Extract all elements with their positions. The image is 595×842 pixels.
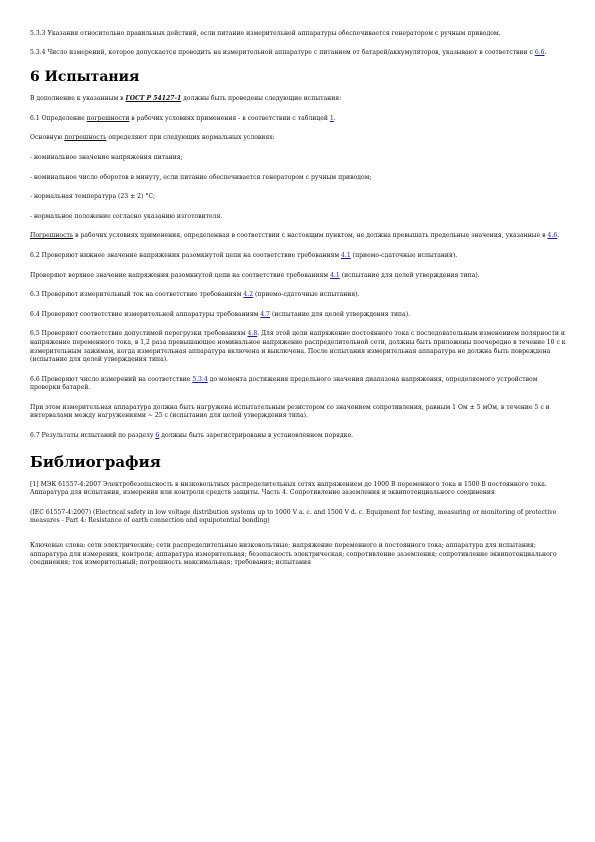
paragraph-5-3-3: 5.3.3 Указания относительно правильных действий, если питание измерительной аппаратуры обеспечивается генератором с ручным приводом. <box>30 30 501 37</box>
paragraph-6-1 <box>30 115 568 124</box>
term-link-error[interactable]: погрешность <box>64 134 107 142</box>
paragraph-text: . Для этой цели напряжение постоянного тока с последовательным изменением полярности и напряжение переменного тока, в 1,2 раза превышающее номинальное напряжение распределительной сети, должны быть приложены поочередно в течение 10 с к измерительным зажимам, когда измерительная аппаратура включена и выключена. После испытания измерительная аппаратура не должна быть повреждена (испытание для целей утверждения типа). <box>30 330 566 364</box>
reference-link-5-3-4[interactable]: 5.3.4 <box>192 375 208 383</box>
paragraph-5-3-4 <box>30 49 568 58</box>
paragraph-text: (приемо-сдаточные испытания). <box>350 251 458 259</box>
reference-link-6-6[interactable]: 6.6 <box>534 48 545 56</box>
bibliography-item: [1] МЭК 61557-4:2007 Электробезопасность в низковольтных распределительных сетях напряжением до 1000 В переменного тока и 1500 В постоянного тока. Аппаратура для испытания, измерения или контроля средств защиты. Часть 4. Сопротивление заземления и эквипотенциального соединения <box>30 480 547 497</box>
paragraph-6-2-upper <box>30 272 568 281</box>
condition-item: - нормальная температура (23 ± 2) °С; <box>30 193 156 201</box>
paragraph-text: должны быть зарегистрированы в установленном порядке. <box>159 432 354 440</box>
paragraph-text: (испытание для целей утверждения типа). <box>270 310 411 318</box>
term-link-error[interactable]: погрешности <box>86 114 130 122</box>
paragraph-text: определяют при следующих нормальных условиях: <box>106 134 275 142</box>
paragraph-text: (приемо-сдаточные испытания). <box>253 291 360 299</box>
paragraph-end: . <box>557 232 560 240</box>
paragraph-text: 6.2 Проверяют нижнее значение напряжения разомкнутой цепи на соответствие требованиям <box>30 251 342 259</box>
document-page <box>30 30 568 579</box>
term-link-error[interactable]: Погрешность <box>30 232 74 240</box>
paragraph-text: (испытание для целей утверждения типа). <box>339 271 480 279</box>
paragraph-6-4 <box>30 311 568 320</box>
paragraph-error-limits <box>30 232 568 241</box>
keywords: Ключевые слова: сети электрические; сети распределительные низковольтные; напряжение переменного и постоянного тока; аппаратура для испытания; аппаратура для измерения, контроля; аппаратура измерительная; безопасность электрическая; сопротивление заземления; сопротивление эквипотенциального соединения; ток измерительный; погрешность максимальная; требования; испытания <box>30 542 557 567</box>
paragraph-text: должны быть проведены следующие испытания: <box>181 95 342 103</box>
paragraph-text: Основную <box>30 134 65 142</box>
paragraph-text: 6.4 Проверяют соответствие измерительной аппаратуры требованиям <box>30 310 261 318</box>
paragraph-basic-error <box>30 134 568 143</box>
paragraph-text: 6.7 Результаты испытаний по разделу <box>30 432 156 440</box>
condition-item: - номинальное число оборотов в минуту, если питание обеспечивается генератором с ручным приводом; <box>30 173 372 181</box>
paragraph-text: до момента достижения предельного значения диапазона напряжения, определяемого устройством проверки батарей. <box>30 375 538 392</box>
paragraph-6-2 <box>30 252 568 261</box>
reference-link-4-7[interactable]: 4.7 <box>260 310 271 318</box>
reference-link-4-2[interactable]: 4.2 <box>243 291 254 299</box>
reference-link-4-1[interactable]: 4.1 <box>341 251 351 259</box>
paragraph-text: 6.1 Определение <box>30 114 87 122</box>
bibliography-item-english: (IEC 61557-4:2007) (Electrical safety in low voltage distribution systems up to 1000 V a. c. and 1500 V d. c. Equipment for testing, measuring or monitoring of protective measures - Part 4: Resistance of earth connection and equipotential bonding) <box>30 508 557 525</box>
reference-link-section-6[interactable]: 6 <box>155 432 160 440</box>
paragraph-text: 6.5 Проверяют соответствие допустимой перегрузки требованиям <box>30 330 248 338</box>
paragraph-text: в рабочих условиях применения - в соответствии с таблицей <box>129 114 330 122</box>
paragraph-text: 6.3 Проверяют измерительный ток на соответствие требованиям <box>30 291 244 299</box>
condition-item: - номинальное значение напряжения питания; <box>30 153 183 161</box>
paragraph-6-3 <box>30 291 568 300</box>
standard-link[interactable]: ГОСТ Р 54127-1 <box>125 95 182 103</box>
bibliography-heading: Библиография <box>30 452 161 471</box>
paragraph-6-5 <box>30 330 568 364</box>
paragraph-6-6 <box>30 376 568 393</box>
reference-link-4-6[interactable]: 4.6 <box>547 232 558 240</box>
paragraph-text: В дополнение к указанным в <box>30 95 126 103</box>
paragraph-end: . <box>544 48 547 56</box>
paragraph-6-7 <box>30 432 568 441</box>
section-heading-tests: 6 Испытания <box>30 69 140 86</box>
paragraph-text: в рабочих условиях применения, определенная в соответствии с настоящим пунктом, не должна превышать предельные значения, указанные в <box>73 232 548 240</box>
reference-link-4-1[interactable]: 4.1 <box>330 271 340 279</box>
paragraph-text: 5.3.4 Число измерений, которое допускается проводить на измерительной аппаратуре с питанием от батарей/аккумуляторов, указывают в соответствии с <box>30 48 535 56</box>
paragraph-end: . <box>333 114 336 122</box>
paragraph-text: Проверяют верхнее значение напряжения разомкнутой цепи на соответствие требованиям <box>30 271 331 279</box>
table-link-1[interactable]: 1 <box>329 114 334 122</box>
paragraph-intro <box>30 95 568 104</box>
paragraph-6-6-load: При этом измерительная аппаратура должна быть нагружена испытательным резистором со значением сопротивления, равным 1 Ом ± 5 мОм, в течение 5 с и интервалами между нагружениями ~ 25 с (испытание для целей утверждения типа). <box>30 403 550 420</box>
condition-item: - нормальное положение согласно указанию изготовителя. <box>30 212 223 220</box>
paragraph-text: 6.6 Проверяют число измерений на соответствие <box>30 375 193 383</box>
reference-link-4-8[interactable]: 4.8 <box>247 330 258 338</box>
